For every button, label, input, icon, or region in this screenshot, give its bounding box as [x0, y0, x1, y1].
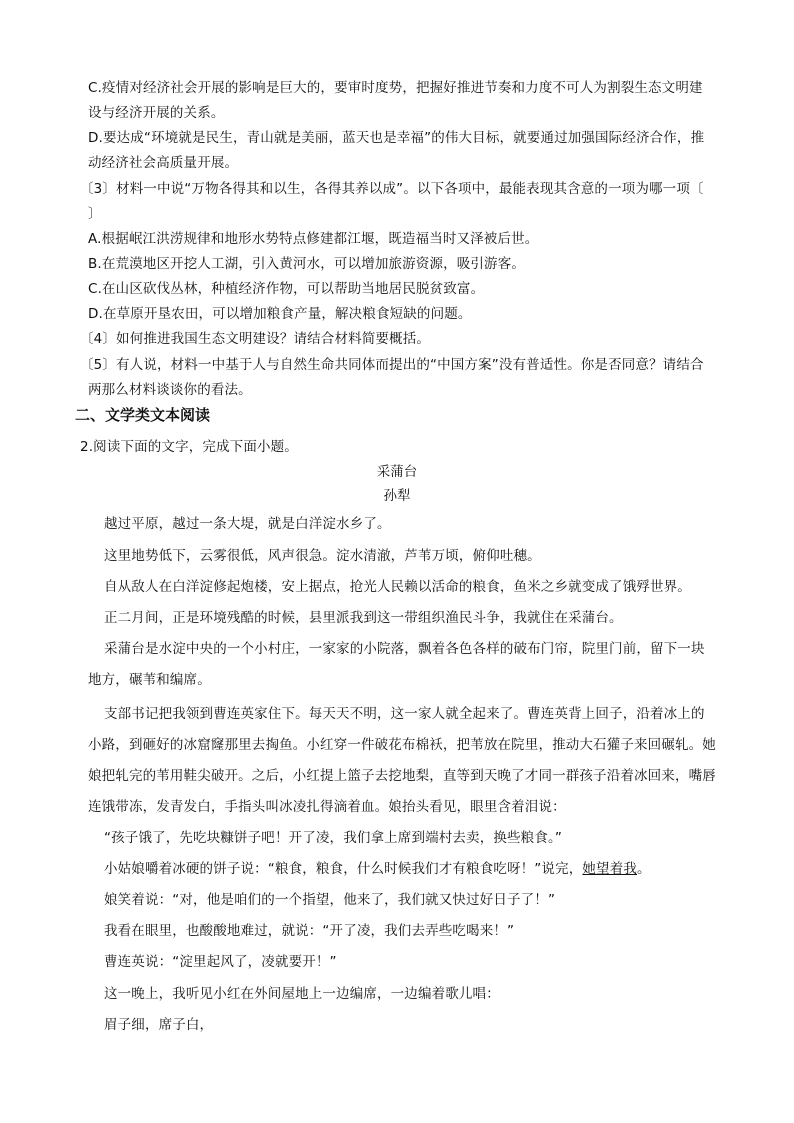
- question-5-line-2: 两那么材料谈谈你的看法。: [88, 382, 252, 398]
- paragraph-10: 我看在眼里，也酸酸地难过，就说：“开了凌，我们去弄些吃喝来！”: [104, 923, 515, 939]
- song-line-1: 眉子细，席子白，: [104, 1017, 214, 1033]
- story-author: 孙犁: [383, 488, 411, 504]
- story-title: 采蒲台: [376, 464, 418, 480]
- question-5-line-1: 〔5〕有人说，材料一中基于人与自然生命共同体而提出的“中国方案”没有普适性。你是否同意？请结合: [80, 357, 704, 373]
- question-3-line-2: 〕: [88, 206, 102, 222]
- question-3-option-d: D.在草原开垦农田，可以增加粮食产量，解决粮食短缺的问题。: [88, 306, 472, 322]
- paragraph-5-line-1: 采蒲台是水淀中央的一个小村庄，一家家的小院落，飘着各色各样的破布门帘，院里门前，留下一块: [104, 641, 705, 657]
- paragraph-1: 越过平原，越过一条大堤，就是白洋淀水乡了。: [104, 516, 391, 532]
- section-intro: 2.阅读下面的文字，完成下面小题。: [80, 439, 298, 455]
- paragraph-6-line-1: 支部书记把我领到曹连英家住下。每天天不明，这一家人就全起来了。曹连英背上回子，沿着冰上的: [104, 706, 705, 722]
- paragraph-5-line-2: 地方，碾苇和编席。: [88, 672, 211, 688]
- option-c-line-2: 设与经济开展的关系。: [88, 105, 225, 121]
- paragraph-9: 娘笑着说：“对，他是咱们的一个指望，他来了，我们就又快过好日子了！”: [104, 892, 556, 908]
- paragraph-4: 正二月间，正是环境残酷的时候，县里派我到这一带组织渔民斗争，我就住在采蒲台。: [104, 610, 623, 626]
- paragraph-7: “孩子饿了，先吃块糠饼子吧！开了凌，我们拿上席到端村去卖，换些粮食。”: [104, 830, 562, 846]
- paragraph-11: 曹连英说：“淀里起风了，凌就要开！”: [104, 954, 337, 970]
- underlined-phrase: 她望着我: [582, 861, 637, 877]
- paragraph-6-line-4: 连饿带冻，发青发白，手指头叫冰凌扎得滴着血。娘抬头看见，眼里含着泪说：: [88, 799, 566, 815]
- question-3-line-1: 〔3〕材料一中说“万物各得其和以生，各得其养以成”。以下各项中，最能表现其含意的一项为哪一项〔: [80, 181, 704, 197]
- question-3-option-b: B.在荒漠地区开挖人工湖，引入黄河水，可以增加旅游资源，吸引游客。: [88, 256, 526, 272]
- paragraph-8-end: 。: [637, 861, 651, 877]
- paragraph-8: [104, 859, 744, 879]
- option-d-line-1: D.要达成“环境就是民生，青山就是美丽，蓝天也是幸福”的伟大目标，就要通过加强国际经济合作，推: [88, 130, 705, 146]
- option-d-line-2: 动经济社会高质量开展。: [88, 155, 239, 171]
- paragraph-8-text: 小姑娘嚼着冰硬的饼子说：“粮食，粮食，什么时候我们才有粮食吃呀！”说完，: [104, 861, 583, 877]
- paragraph-6-line-3: 娘把轧完的苇用鞋尖破开。之后，小红提上篮子去挖地梨，直等到天晚了才同一群孩子沿着冰回来，嘴唇: [88, 768, 716, 784]
- paragraph-2: 这里地势低下，云雾很低，风声很急。淀水清澈，芦苇万顷，俯仰吐穗。: [104, 548, 541, 564]
- paragraph-6-line-2: 小路，到砸好的冰窟窿那里去掏鱼。小红穿一件破花布棉袄，把苇放在院里，推动大石獾子来回碾轧。她: [88, 737, 716, 753]
- question-3-option-a: A.根据岷江洪涝规律和地形水势特点修建都江堰，既造福当时又泽被后世。: [88, 231, 539, 247]
- section-heading: 二、文学类文本阅读: [75, 406, 211, 424]
- question-4: 〔4〕如何推进我国生态文明建设？请结合材料简要概括。: [80, 331, 430, 347]
- paragraph-12: 这一晚上，我听见小红在外间屋地上一边编席，一边编着歌儿唱：: [104, 986, 500, 1002]
- paragraph-3: 自从敌人在白洋淀修起炮楼，安上据点，抢光人民赖以活命的粮食，鱼米之乡就变成了饿殍世界。: [104, 579, 691, 595]
- question-3-option-c: C.在山区砍伐丛林，种植经济作物，可以帮助当地居民脱贫致富。: [88, 281, 485, 297]
- option-c-line-1: C.疫情对经济社会开展的影响是巨大的，要审时度势，把握好推进节奏和力度不可人为割裂生态文明建: [88, 80, 703, 96]
